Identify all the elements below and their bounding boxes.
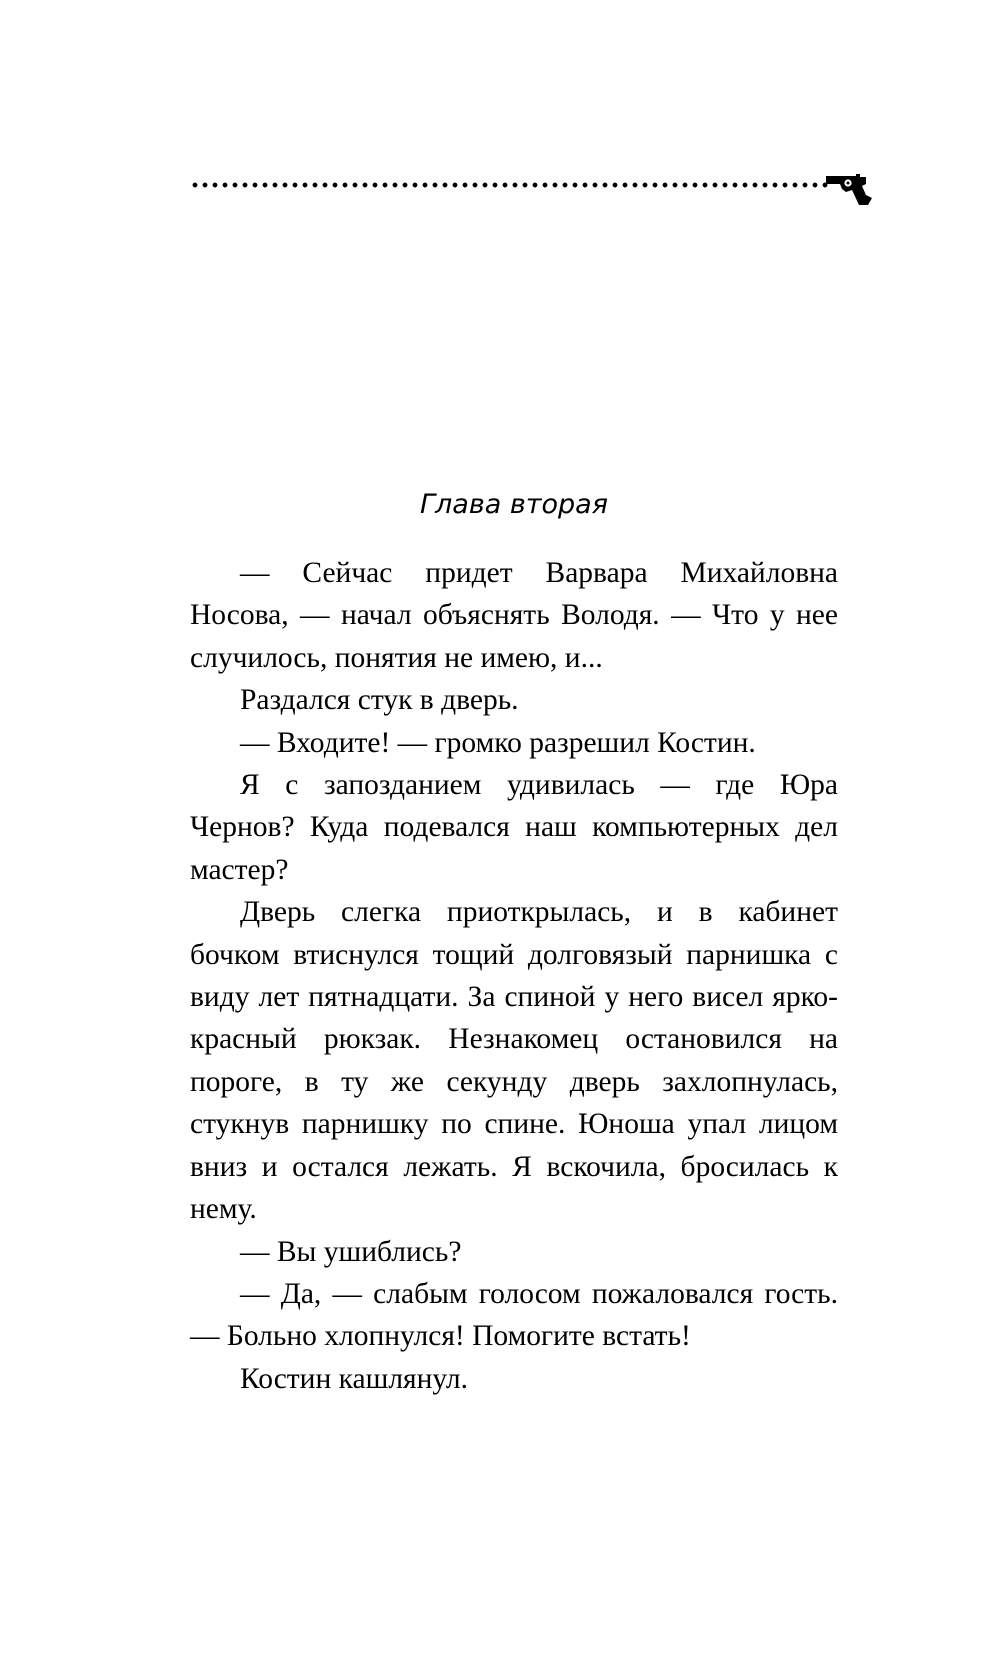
body-text <box>190 552 838 1400</box>
paragraph: — Да, — слабым голосом пожаловался гость. — Больно хлопнулся! Помогите встать! <box>190 1277 838 1353</box>
paragraph: Я с запозданием удивилась — где Юра Чернов? Куда подевался наш компьютерных дел мастер? <box>190 769 838 886</box>
paragraph: Раздался стук в дверь. <box>240 684 519 717</box>
chapter-header-ornament <box>190 165 868 205</box>
paragraph: Дверь слегка приоткрылась, и в кабинет бочком втиснулся тощий долговязый парнишка с виду лет пятнадцати. За спиной у него висел ярко-красный рюкзак. Незнакомец остановился на пороге, в ту же секунду дверь захлопнулась, стукнув парнишку по спине. Юноша упал лицом вниз и остался лежать. Я вскочила, бросилась к нему. <box>190 896 838 1226</box>
paragraph: — Сейчас придет Варвара Михайловна Носова, — начал объяснять Володя. — Что у нее случилось, понятия не имею, и... <box>190 557 838 674</box>
chapter-title: Глава вторая <box>420 489 608 520</box>
paragraph: — Входите! — громко разрешил Костин. <box>240 726 756 759</box>
dotted-rule <box>190 181 828 189</box>
paragraph: Костин кашлянул. <box>240 1362 468 1395</box>
paragraph: — Вы ушиблись? <box>240 1235 462 1268</box>
revolver-icon <box>826 165 872 205</box>
